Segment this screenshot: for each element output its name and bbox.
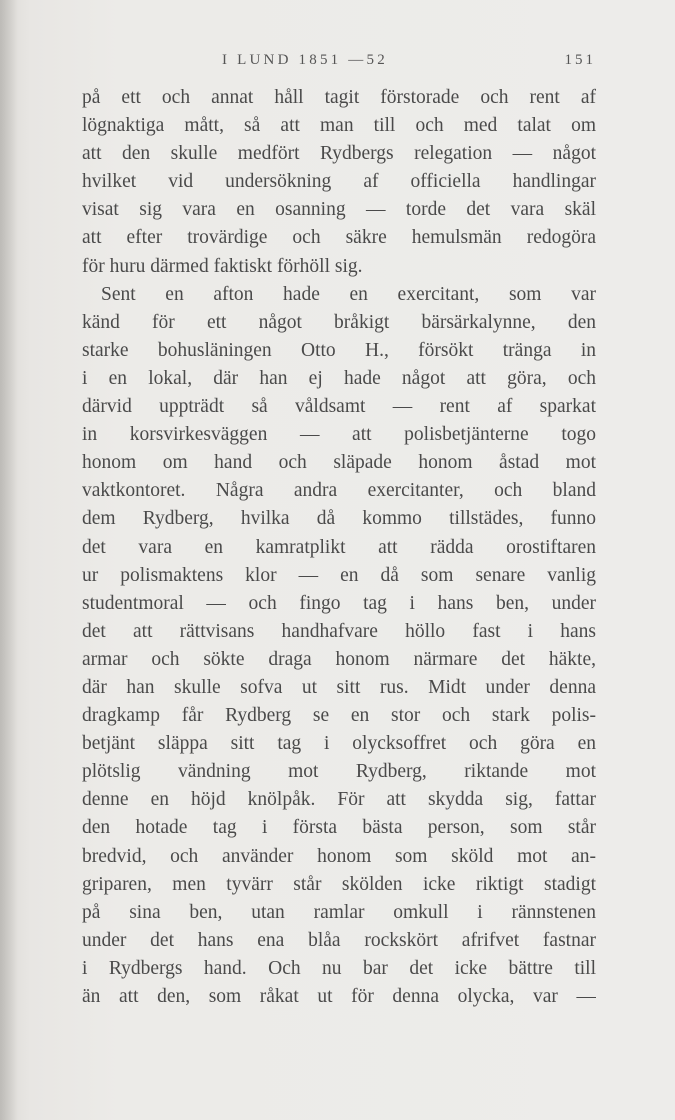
text-line: för huru därmed faktiskt förhöll sig. bbox=[82, 255, 363, 277]
text-line: den hotade tag i första bästa person, som står bbox=[82, 817, 596, 839]
spine-shadow bbox=[0, 0, 18, 1120]
text-line: under det hans ena blåa rockskört afrifvet fastnar bbox=[82, 929, 596, 951]
text-line: därvid uppträdt så våldsamt — rent af sparkat bbox=[82, 396, 596, 418]
text-line: studentmoral — och fingo tag i hans ben, under bbox=[82, 592, 596, 614]
text-line: det att rättvisans handhafvare höllo fast i hans bbox=[82, 620, 596, 642]
text-line: Sent en afton hade en exercitant, som var bbox=[101, 283, 596, 305]
text-line: armar och sökte draga honom närmare det häkte, bbox=[82, 648, 596, 670]
running-head bbox=[0, 52, 675, 82]
text-line: känd för ett något bråkigt bärsärkalynne, den bbox=[82, 311, 596, 333]
text-line: i Rydbergs hand. Och nu bar det icke bättre till bbox=[82, 957, 596, 979]
body-text bbox=[82, 84, 596, 1011]
text-line: visat sig vara en osanning — torde det vara skäl bbox=[82, 199, 596, 221]
text-line: ur polismaktens klor — en då som senare vanlig bbox=[82, 564, 596, 586]
page-number: 151 bbox=[564, 52, 596, 68]
text-line: i en lokal, där han ej hade något att göra, och bbox=[82, 367, 596, 389]
text-line: hvilket vid undersökning af officiella handlingar bbox=[82, 171, 596, 193]
text-line: det vara en kamratplikt att rädda orostiftaren bbox=[82, 536, 596, 558]
running-title: I LUND 1851 —52 bbox=[222, 52, 388, 68]
text-line: på sina ben, utan ramlar omkull i rännstenen bbox=[82, 901, 596, 923]
text-line: där han skulle sofva ut sitt rus. Midt under denna bbox=[82, 676, 596, 698]
text-line: betjänt släppa sitt tag i olycksoffret och göra en bbox=[82, 733, 596, 755]
text-line: plötslig vändning mot Rydberg, riktande mot bbox=[82, 761, 596, 783]
text-line: denne en höjd knölpåk. För att skydda sig, fattar bbox=[82, 789, 596, 811]
text-line: att den skulle medfört Rydbergs relegation — något bbox=[82, 143, 596, 165]
text-line: starke bohusläningen Otto H., försökt tränga in bbox=[82, 339, 596, 361]
text-line: dem Rydberg, hvilka då kommo tillstädes, funno bbox=[82, 508, 596, 530]
text-line: att efter trovärdige och säkre hemulsmän redogöra bbox=[82, 227, 596, 249]
text-line: dragkamp får Rydberg se en stor och stark polis- bbox=[82, 705, 596, 727]
text-line: bredvid, och använder honom som sköld mot an- bbox=[82, 845, 596, 867]
text-line: honom om hand och släpade honom åstad mot bbox=[82, 452, 596, 474]
text-line: vaktkontoret. Några andra exercitanter, och bland bbox=[82, 480, 596, 502]
text-line: in korsvirkesväggen — att polisbetjänterne togo bbox=[82, 424, 596, 446]
text-line: griparen, men tyvärr står skölden icke riktigt stadigt bbox=[82, 873, 596, 895]
text-line: på ett och annat håll tagit förstorade och rent af bbox=[82, 87, 596, 108]
text-line: lögnaktiga mått, så att man till och med talat om bbox=[82, 115, 596, 137]
text-line: än att den, som råkat ut för denna olycka, var — bbox=[82, 986, 596, 1007]
